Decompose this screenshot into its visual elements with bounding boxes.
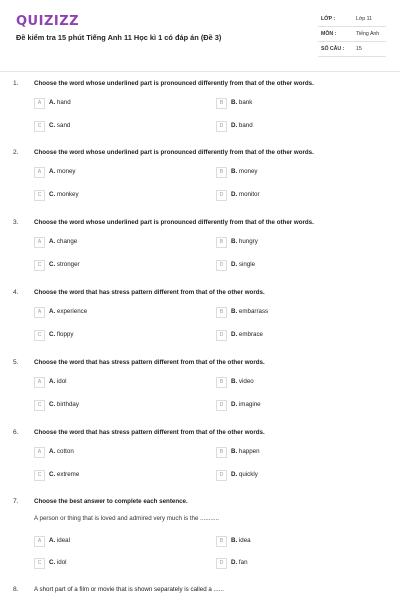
meta-value: 15 (356, 46, 362, 52)
question-number: 1. (13, 80, 19, 87)
option-letter-box: A (34, 237, 45, 248)
option-letter-box: B (216, 98, 227, 109)
option-letter-box: A (34, 377, 45, 388)
option-letter-box: C (34, 190, 45, 201)
option-letter-box: C (34, 558, 45, 569)
option-letter-box: B (216, 536, 227, 547)
meta-value: Tiếng Anh (356, 31, 380, 37)
meta-table (318, 12, 386, 57)
meta-label: MÔN : (321, 31, 337, 37)
option-letter-box: C (34, 400, 45, 411)
option-letter-box: D (216, 558, 227, 569)
option-letter-box: A (34, 536, 45, 547)
question-text: Choose the word that has stress pattern different from that of the other words. (34, 429, 265, 436)
question-number: 7. (13, 498, 19, 505)
option-letter-box: D (216, 260, 227, 271)
question-text: A short part of a film or movie that is shown separately is called a ...... (34, 586, 224, 593)
meta-row-subject (318, 27, 386, 42)
option-letter-box: C (34, 470, 45, 481)
option-letter-box: A (34, 98, 45, 109)
question-text: Choose the word whose underlined part is pronounced differently from that of the other words. (34, 80, 314, 87)
question-number: 3. (13, 219, 19, 226)
header-divider (0, 71, 400, 72)
option-letter-box: B (216, 377, 227, 388)
meta-row-class (318, 12, 386, 27)
meta-row-count (318, 42, 386, 57)
option-letter-box: A (34, 307, 45, 318)
question-text: Choose the word whose underlined part is pronounced differently from that of the other words. (34, 219, 314, 226)
option-letter-box: C (34, 260, 45, 271)
question-text: Choose the word that has stress pattern different from that of the other words. (34, 289, 265, 296)
worksheet-title: Đề kiểm tra 15 phút Tiếng Anh 11 Học kì 1 có đáp án (Đề 3) (16, 33, 222, 42)
option-letter-box: B (216, 307, 227, 318)
question-text: Choose the best answer to complete each sentence. (34, 498, 188, 505)
question-number: 4. (13, 289, 19, 296)
option-letter-box: C (34, 121, 45, 132)
question-text: Choose the word that has stress pattern different from that of the other words. (34, 359, 265, 366)
option-letter-box: D (216, 190, 227, 201)
question-number: 5. (13, 359, 19, 366)
option-letter-box: C (34, 330, 45, 341)
option-letter-box: D (216, 400, 227, 411)
question-number: 2. (13, 149, 19, 156)
option-letter-box: B (216, 167, 227, 178)
worksheet-header (0, 0, 400, 70)
quizizz-logo: QUIZIZZ (16, 14, 80, 29)
option-letter-box: B (216, 447, 227, 458)
option-letter-box: A (34, 167, 45, 178)
question-text: Choose the word whose underlined part is pronounced differently from that of the other words. (34, 149, 314, 156)
meta-label: LỚP : (321, 16, 336, 22)
meta-label: SỐ CÂU : (321, 46, 345, 52)
question-number: 6. (13, 429, 19, 436)
option-letter-box: D (216, 470, 227, 481)
question-prompt: A person or thing that is loved and admired very much is the ........... (34, 515, 220, 522)
question-number: 8. (13, 586, 19, 593)
option-letter-box: B (216, 237, 227, 248)
option-letter-box: A (34, 447, 45, 458)
meta-value: Lớp 11 (356, 16, 372, 22)
option-letter-box: D (216, 330, 227, 341)
option-letter-box: D (216, 121, 227, 132)
